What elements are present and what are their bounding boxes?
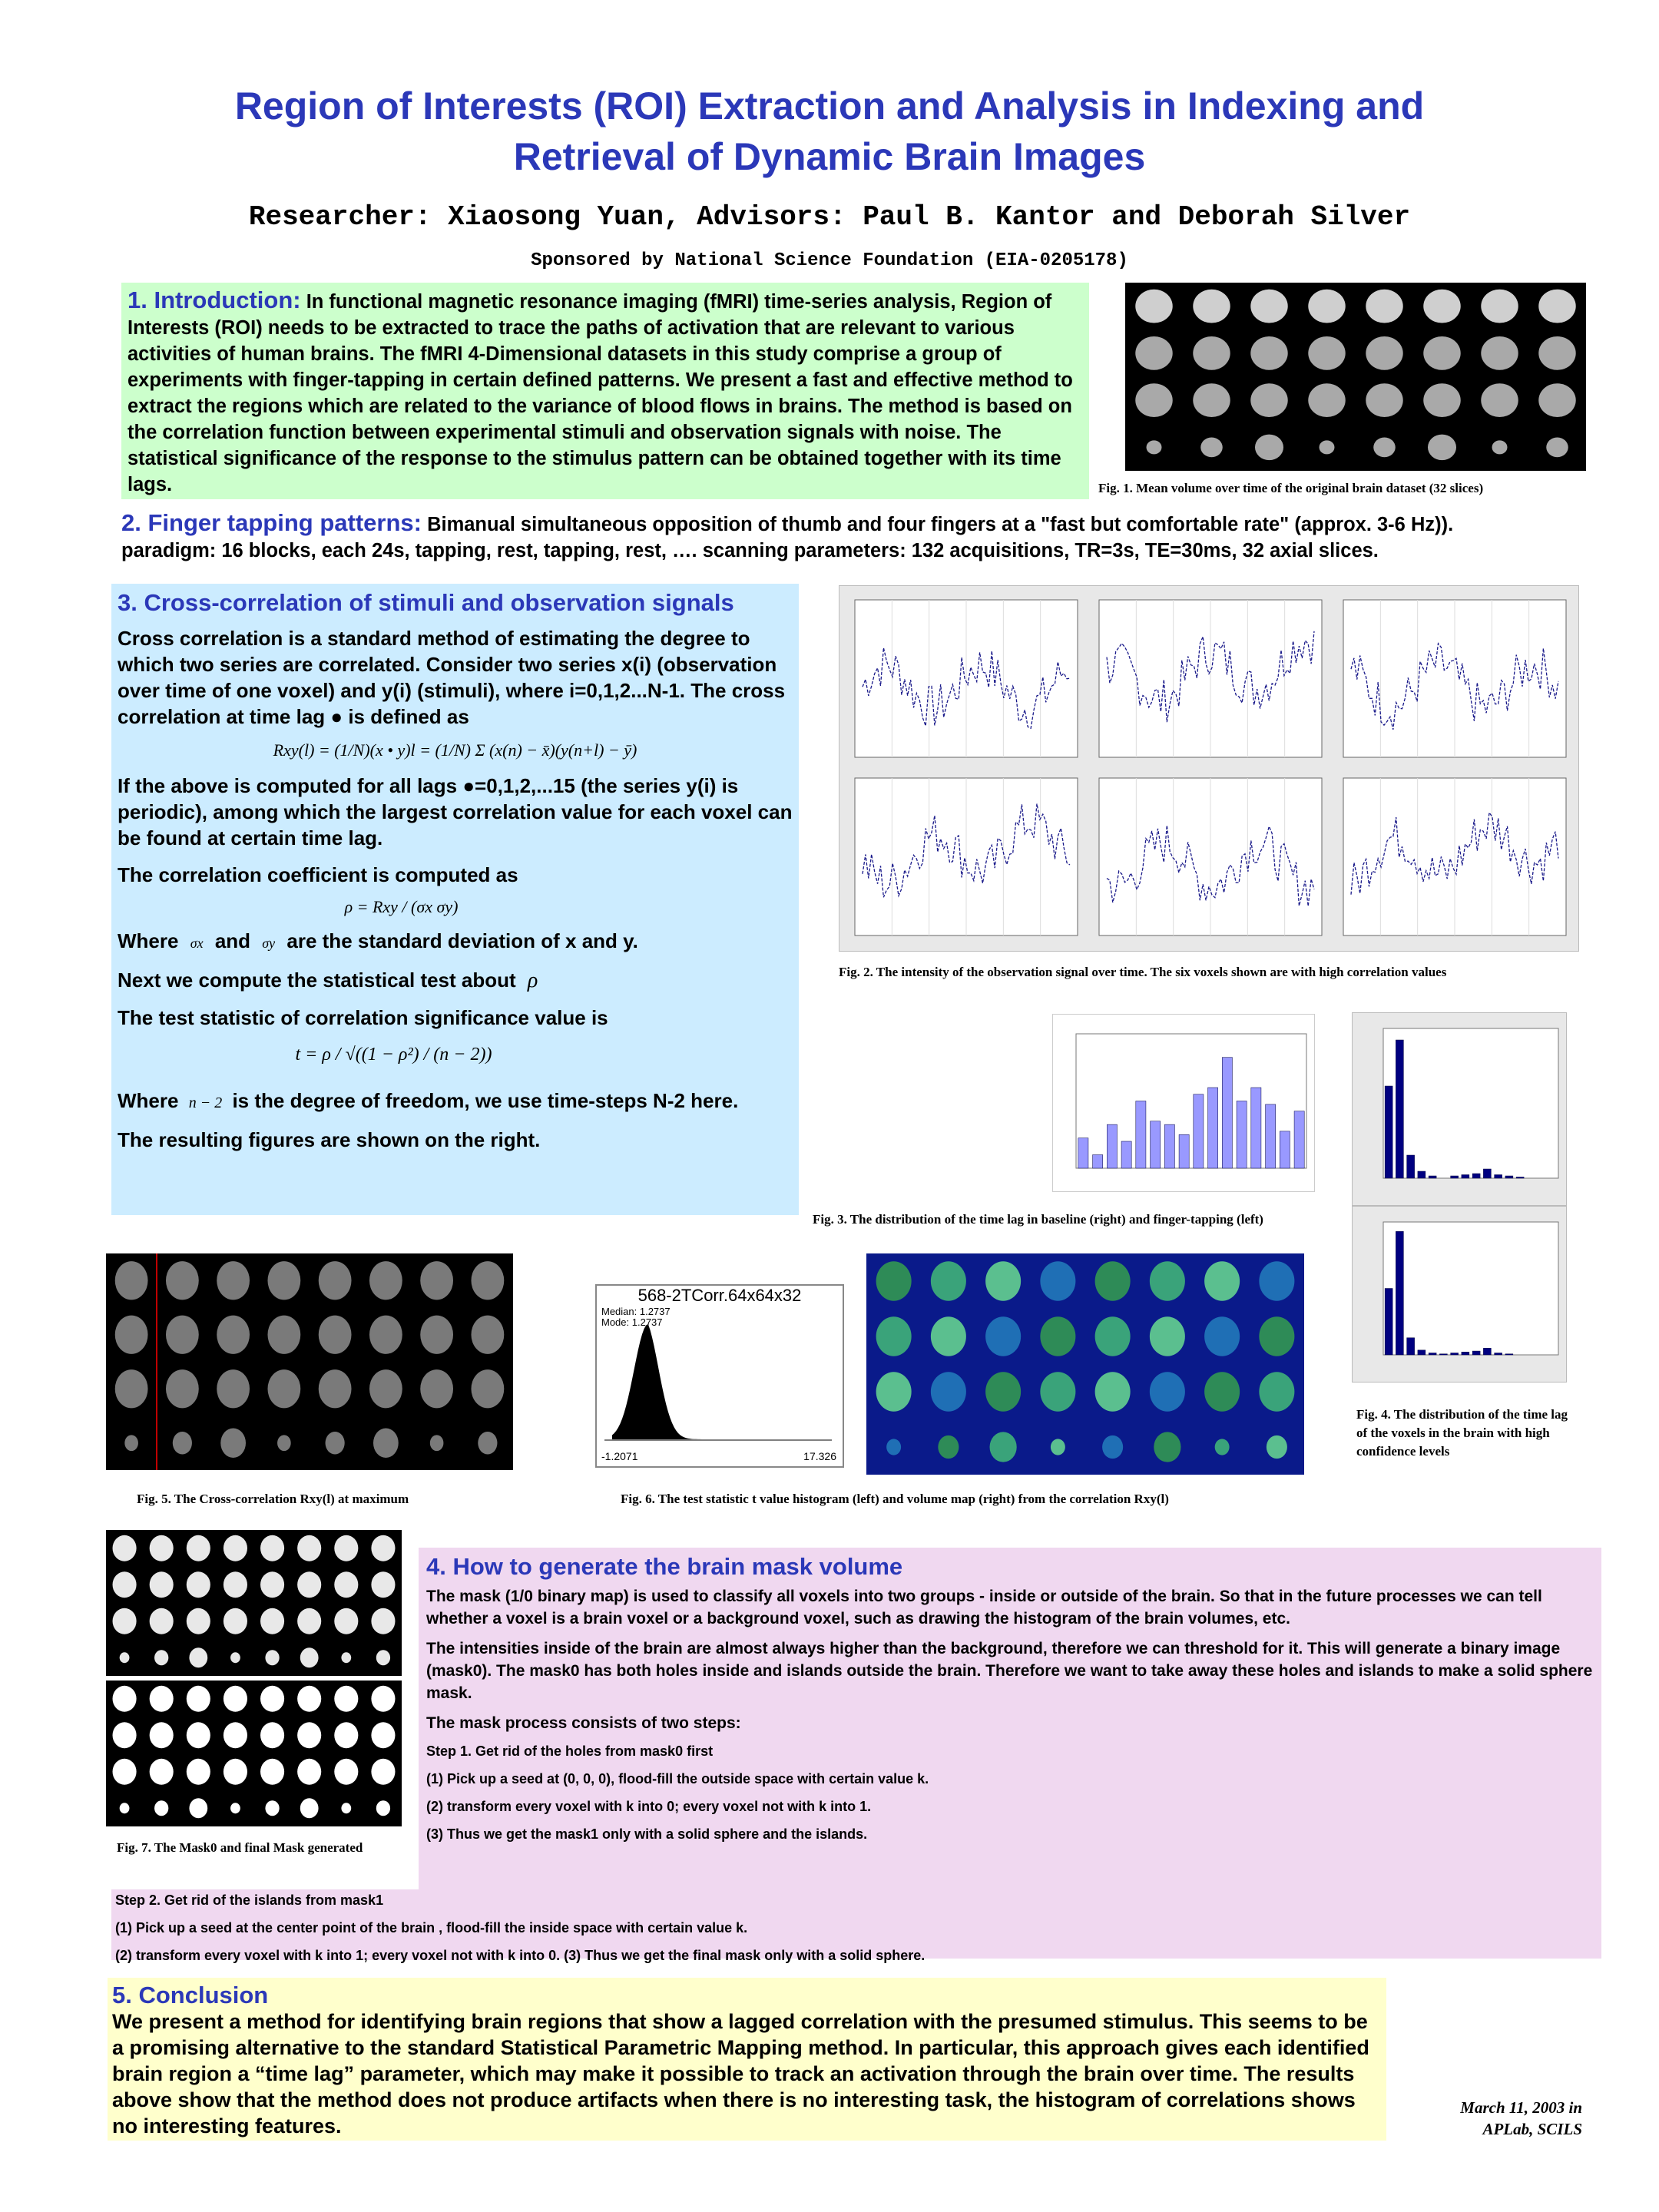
- fig4b-bar-1: [1396, 1231, 1403, 1355]
- fig7a-slice-0-7: [371, 1535, 395, 1561]
- fig6-slice-0-1: [931, 1261, 966, 1300]
- fig5-slice-0-5: [369, 1261, 402, 1300]
- fig5-slice-3-2: [220, 1429, 246, 1458]
- fig1-slice-3-3: [1320, 440, 1335, 454]
- fig7a-slice-1-2: [187, 1571, 210, 1598]
- fig7b-slice-1-7: [371, 1722, 395, 1748]
- fig3-bar-11: [1237, 1101, 1247, 1169]
- fig6-slice-0-2: [985, 1261, 1021, 1300]
- fig7b-slice-0-1: [150, 1686, 174, 1712]
- fig4a-bar-2: [1407, 1155, 1415, 1178]
- fig6-slice-2-6: [1204, 1372, 1240, 1411]
- fig1-slice-2-6: [1481, 383, 1518, 417]
- fig4a-bar-8: [1472, 1174, 1480, 1178]
- fig5-slice-2-5: [369, 1369, 402, 1408]
- correlation-coefficient-formula: ρ = Rxy / (σx σy): [344, 897, 459, 916]
- fig1-slice-3-7: [1546, 438, 1568, 458]
- fig5-slice-3-1: [173, 1432, 192, 1455]
- fig5-slice-0-6: [420, 1261, 453, 1300]
- fig3-bar-12: [1251, 1088, 1261, 1168]
- fig1-slice-0-5: [1423, 290, 1460, 323]
- fig1-slice-0-4: [1366, 290, 1402, 323]
- fig1-slice-1-1: [1193, 336, 1230, 370]
- title-line-2: Retrieval of Dynamic Brain Images: [513, 135, 1146, 178]
- fig4-histogram-bottom: [1352, 1206, 1567, 1382]
- fig1-slice-1-5: [1423, 336, 1460, 370]
- fig1-slice-3-5: [1428, 435, 1456, 460]
- fig7a-slice-3-6: [341, 1652, 351, 1663]
- fig5-slice-1-3: [267, 1316, 300, 1354]
- fig5-slice-3-3: [277, 1435, 291, 1451]
- fig7a-slice-0-2: [187, 1535, 210, 1561]
- mask-paragraph-3: The mask process consists of two steps:: [426, 1714, 741, 1732]
- fig3-bar-0: [1078, 1138, 1088, 1168]
- fig6-slice-3-3: [1051, 1439, 1065, 1455]
- mask-step-1b: (2) transform every voxel with k into 0; every voxel not with k into 1.: [426, 1799, 872, 1814]
- fig7a-slice-2-0: [113, 1608, 137, 1634]
- fig7a-slice-2-4: [260, 1608, 284, 1634]
- fig7a-slice-0-5: [297, 1535, 321, 1561]
- fig4a-bar-0: [1385, 1086, 1392, 1178]
- cross-paragraph-6: The test statistic of correlation significance value is: [118, 1006, 608, 1029]
- introduction-heading: 1. Introduction:: [127, 286, 301, 313]
- fig7a-slice-3-4: [265, 1650, 279, 1665]
- fig1-slice-2-0: [1135, 383, 1172, 417]
- fig7a-slice-3-2: [189, 1647, 207, 1667]
- fig3-bar-5: [1151, 1121, 1161, 1168]
- fig1-slice-1-2: [1250, 336, 1287, 370]
- researchers: Researcher: Xiaosong Yuan, Advisors: Paul B. Kantor and Deborah Silver: [248, 201, 1411, 233]
- mask-heading: 4. How to generate the brain mask volume: [426, 1553, 903, 1580]
- degree-of-freedom-text: is the degree of freedom, we use time-steps N-2 here.: [232, 1089, 739, 1112]
- fig1-slice-1-0: [1135, 336, 1172, 370]
- introduction-section: [121, 283, 1089, 499]
- fig1-slice-3-2: [1255, 435, 1283, 460]
- std-dev-text: are the standard deviation of x and y.: [286, 929, 638, 952]
- fig4a-bar-7: [1462, 1175, 1469, 1179]
- fig6-slice-1-0: [876, 1316, 912, 1356]
- fig6-caption: Fig. 6. The test statistic t value histogram (left) and volume map (right) from the correlation Rxy(l): [621, 1492, 1169, 1506]
- fig6-slice-2-7: [1259, 1372, 1294, 1411]
- fig3-bar-15: [1294, 1111, 1304, 1168]
- fig6-hist-max: 17.326: [803, 1450, 836, 1462]
- fig1-slice-2-5: [1423, 383, 1460, 417]
- fig7b-slice-1-2: [187, 1722, 210, 1748]
- fig7a-slice-0-1: [150, 1535, 174, 1561]
- fig4b-bar-11: [1505, 1354, 1513, 1355]
- fig4a-bar-9: [1483, 1169, 1491, 1178]
- fig5-slice-2-1: [166, 1369, 199, 1408]
- fig5-slice-1-5: [369, 1316, 402, 1354]
- fig7b-slice-3-1: [154, 1800, 168, 1816]
- fig3-bar-3: [1121, 1141, 1131, 1168]
- fig7-mask0-slices: [106, 1530, 402, 1676]
- fig7a-slice-3-0: [120, 1652, 130, 1663]
- fig6-slice-2-5: [1150, 1372, 1185, 1411]
- fig7b-slice-3-4: [265, 1800, 279, 1816]
- mask-step-1a: (1) Pick up a seed at (0, 0, 0), flood-fill the outside space with certain value k.: [426, 1771, 929, 1786]
- mask-paragraph-2: The intensities inside of the brain are almost always higher than the background, therefore we can threshold for it. This will generate a binary image (mask0). The mask0 has both holes inside and islands outside the brain. Therefore we want to take away these holes and islands to make a solid sphere mask.: [426, 1640, 1593, 1702]
- fig7b-slice-2-2: [187, 1759, 210, 1785]
- fig1-slice-1-3: [1308, 336, 1345, 370]
- where-label-2: Where: [118, 1089, 179, 1112]
- fig6-slice-3-1: [938, 1435, 959, 1459]
- fig7a-slice-0-0: [113, 1535, 137, 1561]
- cross-correlation-heading: 3. Cross-correlation of stimuli and observation signals: [118, 589, 734, 616]
- fig7b-slice-3-5: [300, 1798, 319, 1818]
- conclusion-section: [108, 1978, 1386, 2141]
- fig5-slice-2-4: [319, 1369, 352, 1408]
- fig6-slice-1-1: [931, 1316, 966, 1356]
- fig7b-slice-3-3: [230, 1803, 240, 1813]
- fig6-slice-1-2: [985, 1316, 1021, 1356]
- fig4a-bar-11: [1505, 1176, 1513, 1178]
- fig3-bar-1: [1093, 1155, 1103, 1169]
- fig5-correlation-montage: [106, 1253, 513, 1470]
- fig6-hist-title: 568-2TCorr.64x64x32: [637, 1286, 802, 1305]
- where-label: Where: [118, 929, 179, 952]
- fig6-t-histogram: [595, 1284, 844, 1468]
- fig4b-bar-8: [1472, 1351, 1480, 1355]
- sigma-x-symbol: σx: [190, 935, 204, 951]
- fig3-bar-2: [1107, 1124, 1117, 1168]
- sigma-y-symbol: σy: [262, 935, 276, 951]
- fig6-volume-map: [866, 1253, 1304, 1475]
- mask-step-2b: (2) transform every voxel with k into 1; every voxel not with k into 0. (3) Thus we get the final mask only with a solid sphere.: [115, 1948, 926, 1963]
- fig6-slice-1-6: [1204, 1316, 1240, 1356]
- fig6-slice-0-5: [1150, 1261, 1185, 1300]
- fig7a-slice-2-2: [187, 1608, 210, 1634]
- fig1-brain-slices: [1125, 283, 1586, 471]
- cross-correlation-formula: Rxy(l) = (1/N)(x • y)l = (1/N) Σ (x(n) − x̄)(y(n+l) − ȳ): [273, 740, 637, 760]
- fig1-slice-1-4: [1366, 336, 1402, 370]
- sponsor: Sponsored by National Science Foundation (EIA-0205178): [531, 250, 1128, 271]
- location-line: APLab, SCILS: [1482, 2120, 1582, 2138]
- fig5-slice-3-4: [326, 1432, 345, 1455]
- fig1-slice-1-6: [1481, 336, 1518, 370]
- fig6-slice-3-5: [1154, 1432, 1181, 1462]
- fig6-slice-3-7: [1267, 1435, 1287, 1459]
- fig7a-slice-0-3: [224, 1535, 247, 1561]
- fig5-slices: [106, 1253, 513, 1470]
- fig7b-slice-2-6: [334, 1759, 358, 1785]
- fig1-slice-0-2: [1250, 290, 1287, 323]
- fig7a-slice-2-6: [334, 1608, 358, 1634]
- fig4-histogram-top: [1352, 1012, 1567, 1206]
- mask-paragraph-1: The mask (1/0 binary map) is used to classify all voxels into two groups - inside or outside of the brain. So that in the future processes we can tell whether a voxel is a brain voxel or a background voxel, such as drawing the histogram of the brain volumes, etc.: [426, 1588, 1542, 1628]
- finger-tapping-text-1: Bimanual simultaneous opposition of thumb and four fingers at a "fast but comfortable rate" (approx. 3-6 Hz)).: [427, 514, 1454, 535]
- fig7b-slice-0-3: [224, 1686, 247, 1712]
- fig5-slice-2-7: [471, 1369, 504, 1408]
- fig6-slice-1-3: [1040, 1316, 1075, 1356]
- fig6-slice-3-2: [990, 1432, 1017, 1462]
- fig5-slice-3-6: [430, 1435, 444, 1451]
- fig7b-slice-3-6: [341, 1803, 351, 1813]
- fig6-slice-3-0: [886, 1439, 901, 1455]
- fig7a-slice-2-7: [371, 1608, 395, 1634]
- fig5-slice-1-2: [217, 1316, 250, 1354]
- fig1-slice-0-3: [1308, 290, 1345, 323]
- t-statistic-formula: t = ρ / √((1 − ρ²) / (n − 2)): [295, 1045, 492, 1065]
- fig7b-slice-1-1: [150, 1722, 174, 1748]
- fig6-slice-0-4: [1095, 1261, 1131, 1300]
- fig1-slice-2-3: [1308, 383, 1345, 417]
- fig7-mask0: [106, 1530, 402, 1676]
- fig7b-slice-2-4: [260, 1759, 284, 1785]
- fig6-slice-1-7: [1259, 1316, 1294, 1356]
- fig1-slice-2-7: [1538, 383, 1575, 417]
- fig4a-bar-10: [1495, 1175, 1502, 1179]
- n-minus-2-symbol: n − 2: [188, 1094, 223, 1111]
- fig7a-slice-2-3: [224, 1608, 247, 1634]
- fig1-brain-montage: [1125, 283, 1586, 471]
- finger-tapping-heading: 2. Finger tapping patterns:: [121, 509, 422, 536]
- fig4-caption: Fig. 4. The distribution of the time lag of the voxels in the brain with high confidence levels: [1356, 1407, 1568, 1459]
- fig5-slice-2-6: [420, 1369, 453, 1408]
- poster-title: [0, 81, 1659, 182]
- fig7a-slice-1-0: [113, 1571, 137, 1598]
- fig6-slice-3-6: [1215, 1439, 1230, 1455]
- date-line: March 11, 2003 in: [1460, 2098, 1582, 2117]
- mask-step-2: [115, 1891, 1267, 1974]
- fig6-slice-0-7: [1259, 1261, 1294, 1300]
- fig1-slice-0-7: [1538, 290, 1575, 323]
- introduction-text: In functional magnetic resonance imaging (fMRI) time-series analysis, Region of Interests (ROI) needs to be extracted to trace the paths of activation that are relevant to various activities of human brains. The fMRI 4-Dimensional datasets in this study comprise a group of experiments with finger-tapping in certain defined patterns. We present a fast and effective method to extract the regions which are related to the variance of blood flows in brains. The method is based on the correlation function between experimental stimuli and observation signals with noise. The statistical significance of the response to the stimulus pattern can be obtained together with its time lags.: [127, 291, 1073, 495]
- fig7b-slice-3-2: [189, 1798, 207, 1818]
- fig5-slice-1-6: [420, 1316, 453, 1354]
- fig5-slice-1-7: [471, 1316, 504, 1354]
- fig7-caption: Fig. 7. The Mask0 and final Mask generated: [117, 1840, 363, 1855]
- fig3-chart: [1052, 1014, 1315, 1192]
- fig4b-bar-5: [1439, 1354, 1447, 1355]
- fig5-slice-1-4: [319, 1316, 352, 1354]
- fig5-slice-3-0: [124, 1435, 138, 1451]
- fig3-bar-13: [1266, 1104, 1276, 1168]
- fig3-bar-4: [1136, 1101, 1146, 1169]
- fig5-slice-2-3: [267, 1369, 300, 1408]
- fig1-slice-0-6: [1481, 290, 1518, 323]
- cross-paragraph-2: If the above is computed for all lags ●=0,1,2,...15 (the series y(i) is periodic), among which the largest correlation value for each voxel can be found at certain time lag.: [118, 774, 793, 849]
- fig4a-bar-6: [1451, 1176, 1459, 1178]
- fig1-slice-1-7: [1538, 336, 1575, 370]
- finger-tapping-section: [121, 510, 1581, 564]
- fig7b-slice-2-1: [150, 1759, 174, 1785]
- fig3-caption: Fig. 3. The distribution of the time lag in baseline (right) and finger-tapping (left): [813, 1212, 1263, 1227]
- fig6-slice-2-1: [931, 1372, 966, 1411]
- fig7a-slice-3-7: [376, 1650, 390, 1665]
- fig5-slice-2-2: [217, 1369, 250, 1408]
- fig5-slice-0-3: [267, 1261, 300, 1300]
- date-location: [1429, 2097, 1582, 2140]
- fig7a-slice-0-4: [260, 1535, 284, 1561]
- fig5-slice-0-2: [217, 1261, 250, 1300]
- fig4b-bar-10: [1495, 1353, 1502, 1355]
- fig6-slice-0-6: [1204, 1261, 1240, 1300]
- fig7b-slice-3-7: [376, 1800, 390, 1816]
- fig7b-slice-1-6: [334, 1722, 358, 1748]
- fig1-slice-0-1: [1193, 290, 1230, 323]
- fig4a-bar-1: [1396, 1040, 1403, 1178]
- fig7a-slice-1-4: [260, 1571, 284, 1598]
- fig4b-bar-0: [1385, 1289, 1392, 1356]
- cross-paragraph-4: [118, 928, 793, 956]
- fig7b-slice-1-4: [260, 1722, 284, 1748]
- fig7-final-mask: [106, 1681, 402, 1826]
- fig1-slice-3-1: [1200, 438, 1223, 458]
- fig6-hist-curve: [597, 1286, 839, 1466]
- conclusion-text: We present a method for identifying brain regions that show a lagged correlation with the presumed stimulus. This seems to be a promising alternative to the standard Statistical Parametric Mapping method. In particular, this approach gives each identified brain region a “time lag” parameter, which may make it possible to track an activation through the brain over time. The results above show that the method does not produce artifacts when there is no interesting task, the histogram of correlations shows no interesting features.: [112, 2010, 1369, 2137]
- fig7-final-mask-slices: [106, 1681, 402, 1826]
- fig1-caption: Fig. 1. Mean volume over time of the original brain dataset (32 slices): [1098, 481, 1484, 495]
- fig1-slice-3-4: [1373, 438, 1396, 458]
- fig3-bar-chart: [1053, 1015, 1314, 1191]
- cross-paragraph-5: [118, 967, 793, 994]
- fig7b-slice-2-7: [371, 1759, 395, 1785]
- fig7b-slice-1-5: [297, 1722, 321, 1748]
- fig3-bar-8: [1194, 1094, 1204, 1168]
- fig7b-slice-1-0: [113, 1722, 137, 1748]
- fig1-slice-2-4: [1366, 383, 1402, 417]
- mask-step-2a: (1) Pick up a seed at the center point of the brain , flood-fill the inside space with certain value k.: [115, 1920, 748, 1936]
- fig7a-slice-3-3: [230, 1652, 240, 1663]
- fig3-bar-6: [1164, 1124, 1174, 1168]
- fig7a-slice-1-5: [297, 1571, 321, 1598]
- fig3-bar-9: [1208, 1088, 1218, 1168]
- fig7b-slice-0-0: [113, 1686, 137, 1712]
- fig7b-slice-2-0: [113, 1759, 137, 1785]
- fig7b-slice-3-0: [120, 1803, 130, 1813]
- fig5-slice-0-1: [166, 1261, 199, 1300]
- fig1-slice-2-2: [1250, 383, 1287, 417]
- fig6-hist-median: Median: 1.2737: [601, 1306, 671, 1317]
- fig6-hist-min: -1.2071: [601, 1450, 638, 1462]
- fig2-caption: Fig. 2. The intensity of the observation signal over time. The six voxels shown are with high correlation values: [839, 965, 1447, 979]
- finger-tapping-text-2: paradigm: 16 blocks, each 24s, tapping, rest, tapping, rest, …. scanning parameters: 132 acquisitions, TR=3s, TE=30ms, 32 axial slices.: [121, 540, 1379, 561]
- fig7b-slice-1-3: [224, 1722, 247, 1748]
- fig5-slice-1-0: [115, 1316, 148, 1354]
- fig7a-slice-1-3: [224, 1571, 247, 1598]
- statistical-test-text: Next we compute the statistical test about: [118, 969, 516, 992]
- fig7a-slice-1-7: [371, 1571, 395, 1598]
- fig3-bar-14: [1280, 1131, 1290, 1168]
- mask-step-1c: (3) Thus we get the mask1 only with a solid sphere and the islands.: [426, 1826, 868, 1842]
- fig4b-bar-9: [1483, 1348, 1491, 1355]
- fig6-slice-1-5: [1150, 1316, 1185, 1356]
- fig4a-bar-3: [1418, 1171, 1426, 1178]
- cross-paragraph-7: [118, 1088, 793, 1116]
- rho-symbol: ρ: [527, 969, 538, 992]
- fig4-top-bars: [1353, 1013, 1566, 1205]
- fig6-colored-slices: [866, 1253, 1304, 1475]
- fig6-slice-2-0: [876, 1372, 912, 1411]
- fig4b-bar-2: [1407, 1338, 1415, 1355]
- fig6-hist-mode: Mode: 1.2737: [601, 1316, 663, 1328]
- fig7a-slice-2-5: [297, 1608, 321, 1634]
- fig7b-slice-0-5: [297, 1686, 321, 1712]
- fig7a-slice-1-1: [150, 1571, 174, 1598]
- fig7b-slice-0-4: [260, 1686, 284, 1712]
- fig4a-bar-4: [1429, 1176, 1436, 1178]
- fig5-slice-3-7: [478, 1432, 497, 1455]
- fig4b-bar-6: [1451, 1353, 1459, 1355]
- fig1-slice-0-0: [1135, 290, 1172, 323]
- cross-paragraph-1: Cross correlation is a standard method of estimating the degree to which two series are correlated. Consider two series x(i) (observation over time of one voxel) and y(i) (stimuli), where i=0,1,2...N-1. The cross correlation at time lag ● is defined as: [118, 627, 786, 728]
- fig6-hist-area: [612, 1324, 812, 1439]
- fig3-bar-7: [1179, 1134, 1189, 1168]
- mask-step-2-title: Step 2. Get rid of the islands from mask1: [115, 1892, 384, 1908]
- cross-paragraph-3: The correlation coefficient is computed as: [118, 863, 518, 886]
- fig6-slice-0-0: [876, 1261, 912, 1300]
- title-line-1: Region of Interests (ROI) Extraction and Analysis in Indexing and: [234, 84, 1425, 127]
- fig4b-bar-3: [1418, 1350, 1426, 1355]
- fig5-slice-2-0: [115, 1369, 148, 1408]
- fig7b-slice-2-3: [224, 1759, 247, 1785]
- fig6-slice-2-2: [985, 1372, 1021, 1411]
- fig4-bottom-bars: [1353, 1207, 1566, 1382]
- fig2-signal-plots: [839, 585, 1579, 952]
- fig7b-slice-0-2: [187, 1686, 210, 1712]
- fig1-slice-3-6: [1492, 440, 1508, 454]
- cross-paragraph-8: The resulting figures are shown on the right.: [118, 1128, 541, 1151]
- fig7a-slice-3-5: [300, 1647, 319, 1667]
- fig7a-slice-0-6: [334, 1535, 358, 1561]
- fig7a-slice-3-1: [154, 1650, 168, 1665]
- fig6-slice-3-4: [1102, 1435, 1123, 1459]
- fig4b-frame: [1383, 1222, 1558, 1355]
- fig5-slice-1-1: [166, 1316, 199, 1354]
- fig5-slice-0-0: [115, 1261, 148, 1300]
- fig4b-bar-4: [1429, 1353, 1436, 1355]
- fig6-slice-2-4: [1095, 1372, 1131, 1411]
- fig6-slice-0-3: [1040, 1261, 1075, 1300]
- fig5-slice-0-4: [319, 1261, 352, 1300]
- fig7b-slice-2-5: [297, 1759, 321, 1785]
- fig6-slice-1-4: [1095, 1316, 1131, 1356]
- fig2-signal-svg: [839, 586, 1578, 951]
- fig5-caption: Fig. 5. The Cross-correlation Rxy(l) at maximum: [137, 1492, 409, 1506]
- fig4b-bar-7: [1462, 1352, 1469, 1355]
- and-label: and: [214, 929, 251, 952]
- fig7a-slice-2-1: [150, 1608, 174, 1634]
- fig6-slice-2-3: [1040, 1372, 1075, 1411]
- fig7b-slice-0-6: [334, 1686, 358, 1712]
- fig5-slice-3-5: [373, 1429, 399, 1458]
- fig7b-slice-0-7: [371, 1686, 395, 1712]
- fig1-slice-2-1: [1193, 383, 1230, 417]
- cross-correlation-section: [111, 584, 799, 1215]
- conclusion-heading: 5. Conclusion: [112, 1982, 269, 2008]
- fig3-bar-10: [1222, 1058, 1232, 1168]
- fig5-slice-0-7: [471, 1261, 504, 1300]
- fig4a-bar-12: [1516, 1177, 1524, 1179]
- fig1-slice-3-0: [1147, 440, 1162, 454]
- fig7a-slice-1-6: [334, 1571, 358, 1598]
- mask-step-1: Step 1. Get rid of the holes from mask0 first: [426, 1743, 714, 1759]
